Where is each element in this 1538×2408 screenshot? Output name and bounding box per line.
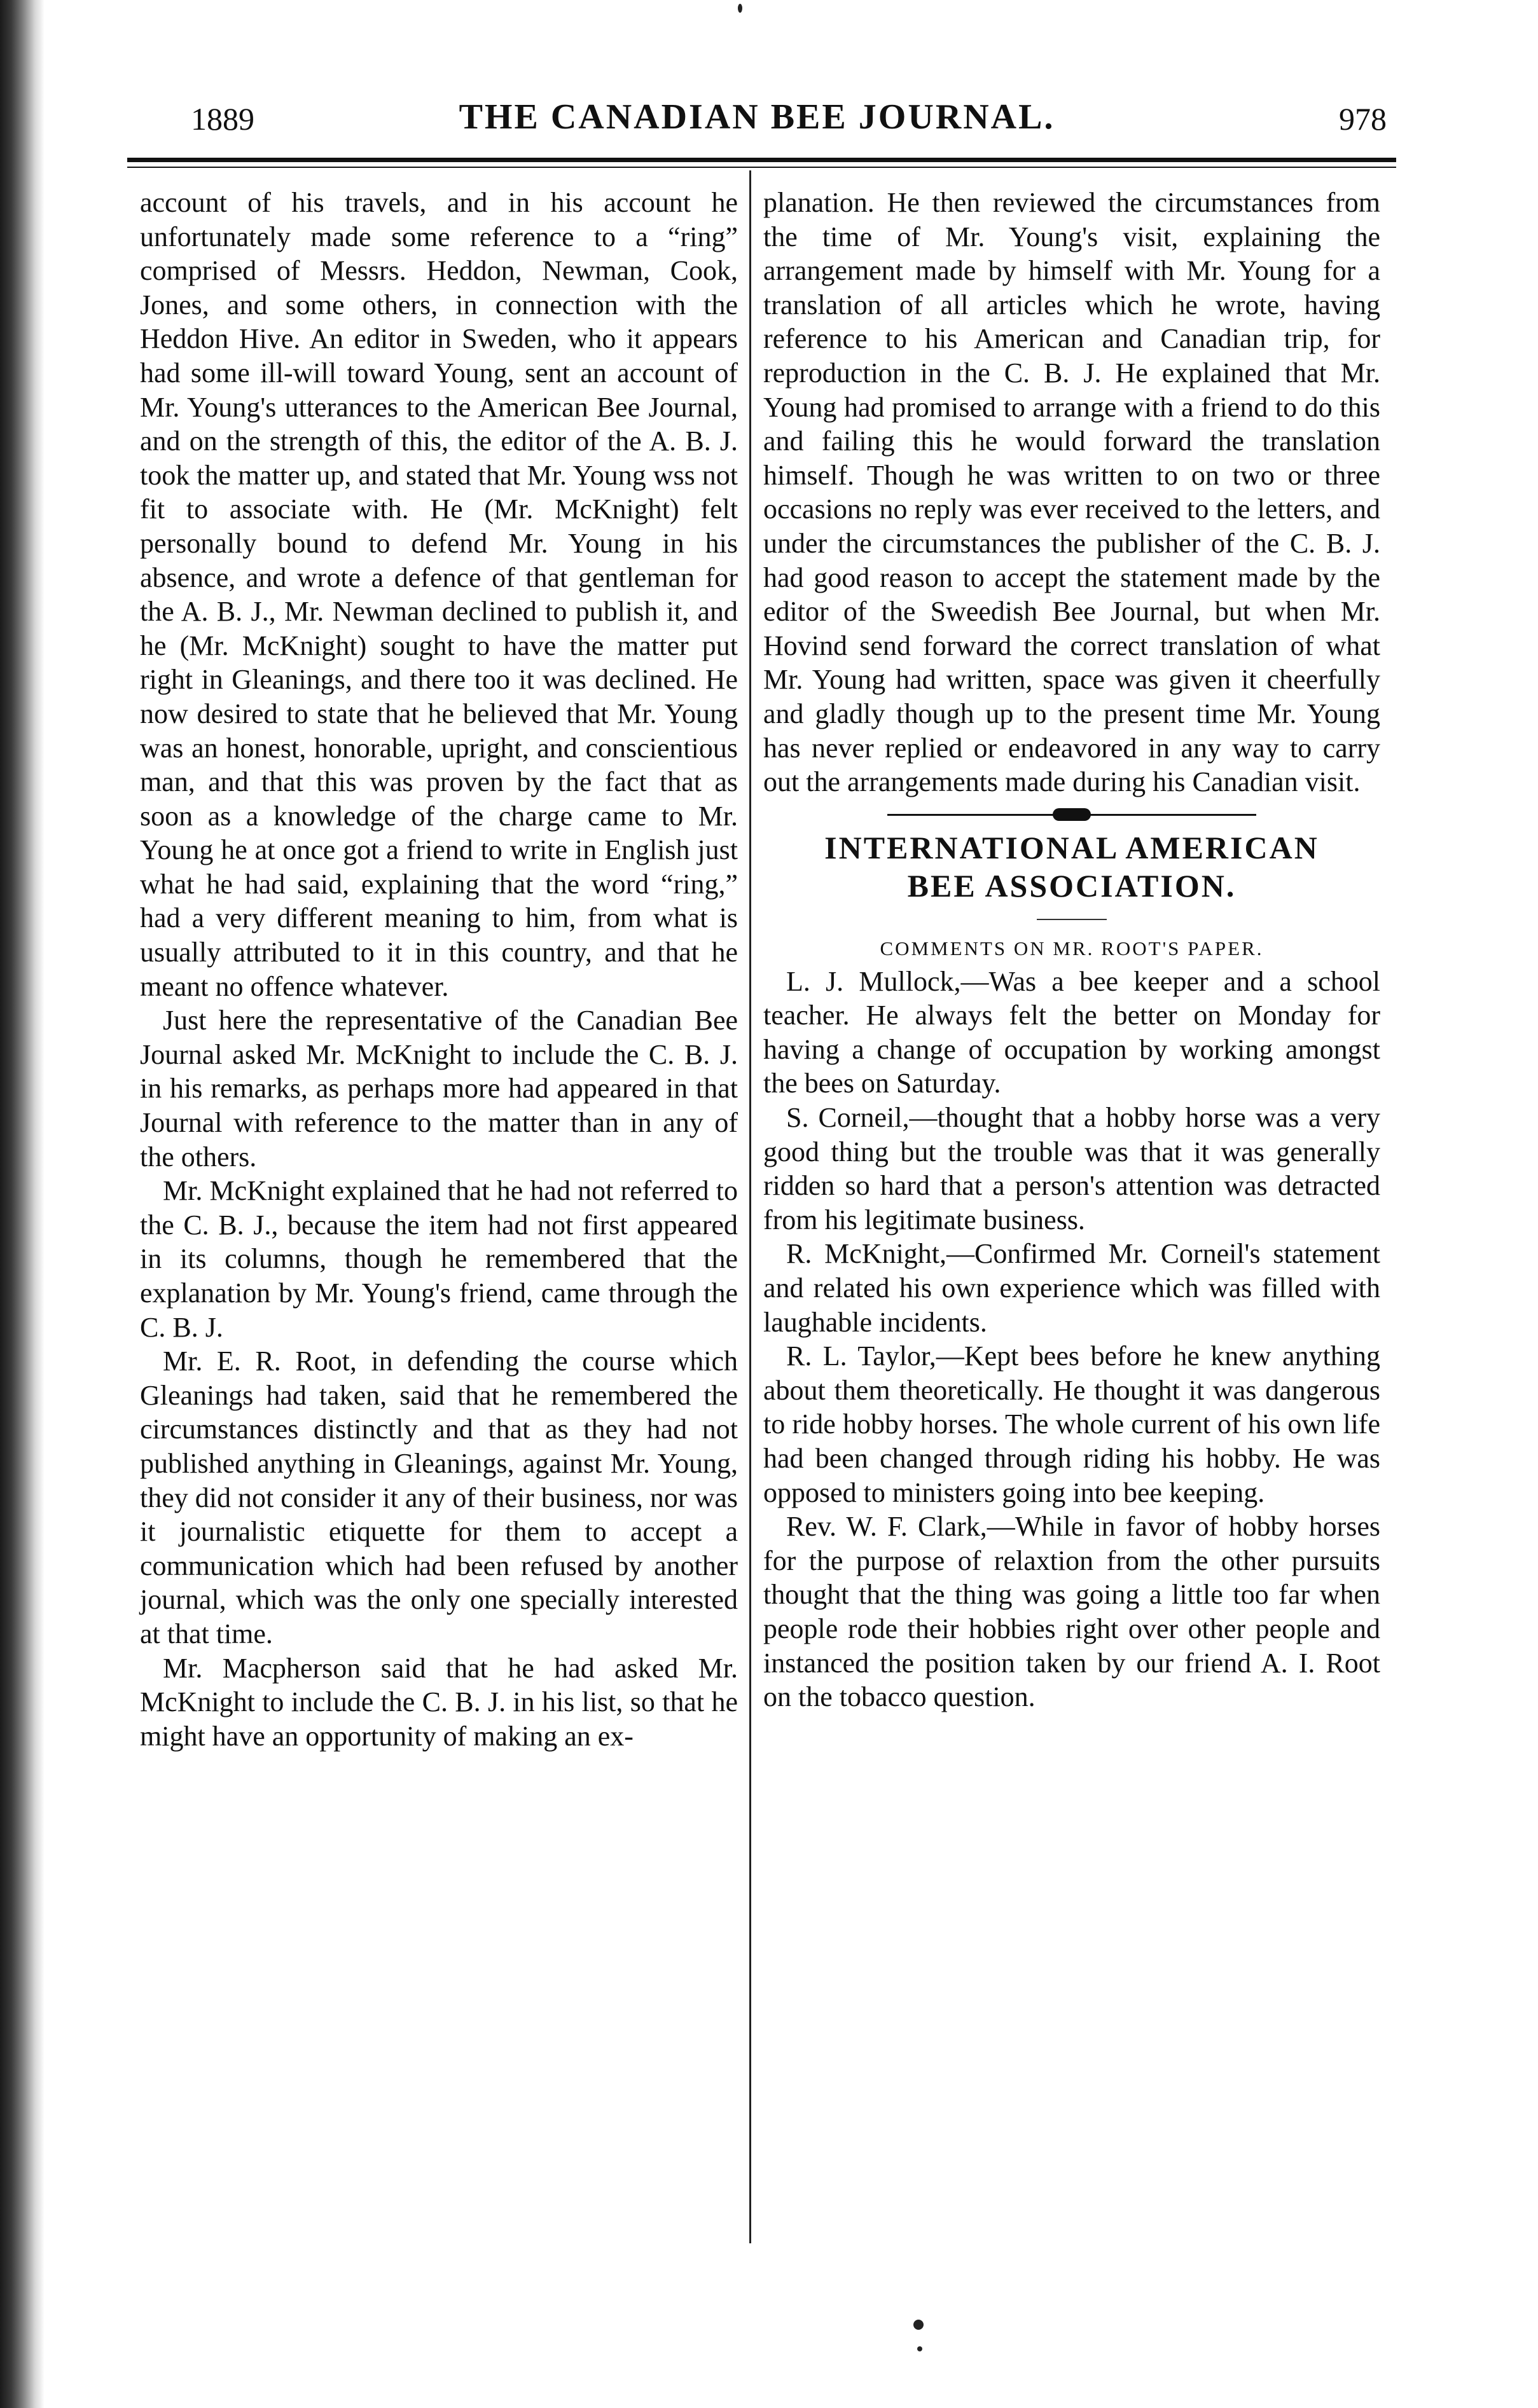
comment-corneil: S. Corneil,—thought that a hobby horse was a very good thing but the trouble was that it was generally ridden so hard that a person's attention was detracted from his legitimate business.	[763, 1102, 1380, 1235]
left-paragraph-2: Just here the representative of the Canadian Bee Journal asked Mr. McKnight to include the C. B. J. in his remarks, as perhaps more had appeared in that Journal with reference to the matter than in any of the others.	[140, 1005, 738, 1173]
header-rule-thin	[127, 167, 1396, 168]
right-column	[763, 186, 1380, 1714]
page-number: 978	[1339, 101, 1387, 137]
journal-title: THE CANADIAN BEE JOURNAL.	[459, 97, 1055, 137]
ornamental-divider	[887, 806, 1256, 825]
column-divider	[749, 170, 751, 2243]
print-speck	[913, 2320, 924, 2330]
page-binding-edge	[0, 0, 45, 2408]
comment-clark: Rev. W. F. Clark,—While in favor of hobby horses for the purpose of relaxtion from the other pursuits thought that the thing was going a little too far when people rode their hobbies right over other people and instanced the position taken by our friend A. I. Root on the tobacco question.	[763, 1511, 1380, 1713]
short-dash-divider	[1037, 919, 1107, 920]
header-rule-thick	[127, 158, 1396, 162]
print-speck	[917, 2346, 922, 2351]
print-speck	[738, 4, 742, 13]
right-continuation-paragraph: planation. He then reviewed the circumstances from the time of Mr. Young's visit, explaining the arrangement made by himself with Mr. Young for a translation of all articles which he wrote, having reference to his American and Canadian trip, for reproduction in the C. B. J. He explained that Mr. Young had promised to arrange with a friend to do this and failing this he would forward the translation himself. Though he was written to on two or three occasions no reply was ever received to the letters, and under the circumstances the publisher of the C. B. J. had good reason to accept the statement made by the editor of the Sweedish Bee Journal, but when Mr. Hovind send forward the correct translation of what Mr. Young had written, space was given it cheerfully and gladly though up to the present time Mr. Young has never replied or endeavored in any way to carry out the arrangements made during his Canadian visit.	[763, 187, 1380, 798]
left-paragraph-3: Mr. McKnight explained that he had not referred to the C. B. J., because the item had not first appeared in its columns, though he remembered that the explanation by Mr. Young's friend, came through the C. B. J.	[140, 1175, 738, 1343]
left-paragraph-5: Mr. Macpherson said that he had asked Mr. McKnight to include the C. B. J. in his list, so that he might have an opportunity of making an ex-	[140, 1652, 738, 1752]
header-year: 1889	[191, 101, 254, 137]
running-header	[114, 95, 1399, 153]
comment-mullock: L. J. Mullock,—Was a bee keeper and a school teacher. He always felt the better on Monday for having a change of occupation by working amongst the bees on Saturday.	[763, 965, 1380, 1099]
left-column	[140, 186, 738, 1753]
comments-subheading: COMMENTS ON MR. ROOT'S PAPER.	[880, 937, 1264, 960]
comment-mcknight: R. McKnight,—Confirmed Mr. Corneil's statement and related his own experience which was filled with laughable incidents.	[763, 1238, 1380, 1338]
comment-taylor: R. L. Taylor,—Kept bees before he knew anything about them theoretically. He thought it was dangerous to ride hobby horses. The whole current of his own life had been changed through riding his hobby. He was opposed to ministers going into bee keeping.	[763, 1340, 1380, 1508]
left-paragraph-4: Mr. E. R. Root, in defending the course which Gleanings had taken, said that he remembered the circumstances distinctly and that as they had not published anything in Gleanings, against Mr. Young, they did not consider it any of their business, nor was it journalistic etiquette for them to accept a communication which had been refused by another journal, which was the only one specially interested at that time.	[140, 1345, 738, 1649]
section-heading-line-2: BEE ASSOCIATION.	[907, 867, 1237, 904]
section-heading-line-1: INTERNATIONAL AMERICAN	[824, 829, 1319, 865]
left-paragraph-1: account of his travels, and in his account he unfortunately made some reference to a “ring” comprised of Messrs. Heddon, Newman, Cook, Jones, and some others, in connection with the Heddon Hive. An editor in Sweden, who it appears had some ill-will toward Young, sent an account of Mr. Young's utterances to the American Bee Journal, and on the strength of this, the editor of the A. B. J. took the matter up, and stated that Mr. Young wss not fit to associate with. He (Mr. McKnight) felt personally bound to defend Mr. Young in his absence, and wrote a defence of that gentleman for the A. B. J., Mr. Newman declined to publish it, and he (Mr. McKnight) sought to have the matter put right in Gleanings, and there too it was declined. He now desired to state that he believed that Mr. Young was an honest, honorable, upright, and conscientious man, and that this was proven by the fact that as soon as a knowledge of the charge came to Mr. Young he at once got a friend to write in English just what he had said, explaining that the word “ring,” had a very different meaning to him, from what is usually attributed to it in this country, and that he meant no offence whatever.	[140, 187, 738, 1002]
